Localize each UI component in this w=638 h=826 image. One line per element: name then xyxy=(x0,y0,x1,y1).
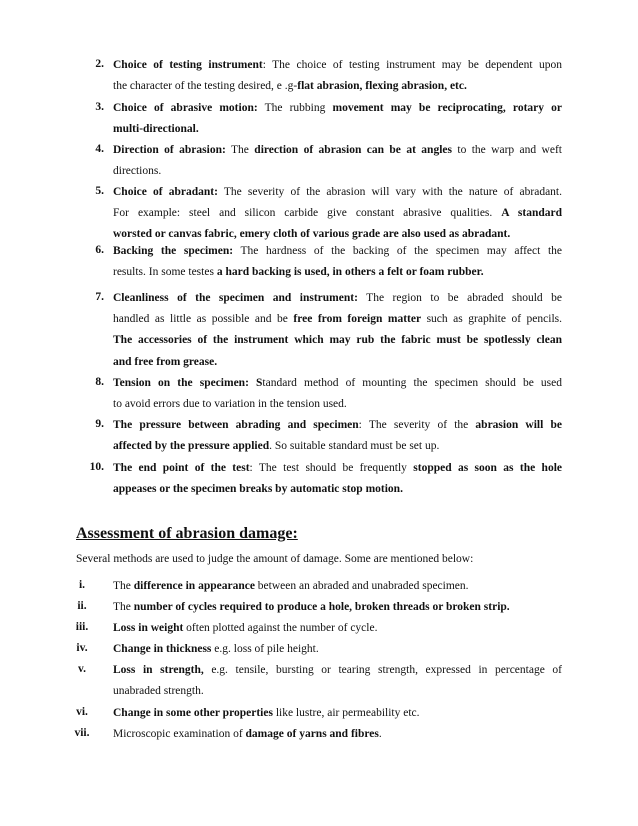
text-run: e.g. tensile, bursting or tearing strength, expressed in percentage of xyxy=(203,664,562,676)
bold-text: Loss in weight xyxy=(113,622,184,634)
bold-text: flat abrasion, flexing abrasion, etc. xyxy=(297,80,467,93)
list-number: 6. xyxy=(95,244,104,256)
text-line xyxy=(113,642,562,656)
bold-text: Change in some other properties xyxy=(113,707,273,719)
list-number: 8. xyxy=(95,376,104,388)
text-line xyxy=(113,600,562,614)
bold-text: Change in thickness xyxy=(113,643,212,655)
bold-text: movement may be reciprocating, rotary or xyxy=(332,102,562,114)
bold-text: The pressure between abrading and specimen xyxy=(113,419,359,431)
text-run: like lustre, air permeability etc. xyxy=(272,707,420,719)
text-run: between an abraded and unabraded specimen. xyxy=(254,580,469,592)
list-number: 9. xyxy=(95,418,104,430)
bold-text: number of cycles required to produce a hole, broken threads or broken strip. xyxy=(133,601,510,613)
text-line xyxy=(113,461,562,475)
text-run: For example: steel and silicon carbide give constant abrasive qualities. xyxy=(113,207,502,220)
bold-text: stopped as soon as the hole xyxy=(413,462,562,474)
text-line xyxy=(113,227,562,241)
bold-text: Tension on the specimen: S xyxy=(113,377,263,389)
bold-text: damage of yarns and fibres xyxy=(245,728,379,740)
roman-numeral: v. xyxy=(78,663,86,675)
text-line xyxy=(113,727,562,741)
bold-text: affected by the pressure applied xyxy=(113,440,270,453)
bold-text: worsted or canvas fabric, emery cloth of various grade are also used as abradant. xyxy=(113,228,511,241)
text-run: . xyxy=(378,728,382,740)
text-run: such as graphite of pencils. xyxy=(421,313,563,326)
text-run: the character of the testing desired, e .g- xyxy=(113,80,298,93)
text-run: results. In some testes xyxy=(113,266,217,279)
text-line xyxy=(113,621,562,635)
text-run: The rubbing xyxy=(257,102,333,114)
text-run: The xyxy=(225,144,255,156)
text-run: The hardness of the backing of the specimen may affect the xyxy=(233,245,562,257)
roman-numeral: vii. xyxy=(74,727,90,739)
text-run: unabraded strength. xyxy=(113,685,204,698)
bold-text: a hard backing is used, in others a felt or foam rubber. xyxy=(216,266,484,279)
bold-text: Cleanliness of the specimen and instrument: xyxy=(113,292,358,304)
text-line xyxy=(113,355,562,369)
bold-text: Choice of testing instrument xyxy=(113,59,263,71)
text-line xyxy=(113,312,562,326)
text-run: tandard method of mounting the specimen should be used xyxy=(262,377,562,389)
text-run: often plotted against the number of cycle. xyxy=(183,622,378,634)
bold-text: Backing the specimen: xyxy=(113,245,234,257)
text-run: The xyxy=(113,601,134,613)
list-number: 3. xyxy=(95,101,104,113)
roman-numeral: i. xyxy=(78,579,86,591)
text-line xyxy=(113,122,562,136)
bold-text: The end point of the test xyxy=(113,462,250,474)
list-number: 4. xyxy=(95,143,104,155)
text-run: : The test should be frequently xyxy=(249,462,414,474)
bold-text: appeases or the specimen breaks by automatic stop motion. xyxy=(113,483,403,496)
bold-text: A standard xyxy=(501,207,562,220)
text-line xyxy=(113,706,562,720)
text-line xyxy=(113,206,562,220)
bold-text: The accessories of the instrument which may rub the fabric must be spotlessly clean xyxy=(113,334,562,347)
text-run: Microscopic examination of xyxy=(113,728,246,740)
bold-text: Choice of abradant: xyxy=(113,186,218,198)
text-line xyxy=(113,58,562,72)
section-heading: Assessment of abrasion damage: xyxy=(76,525,298,542)
text-run: The xyxy=(113,580,134,592)
text-line xyxy=(113,265,562,279)
text-run: . So suitable standard must be set up. xyxy=(269,440,440,453)
text-line xyxy=(113,439,562,453)
text-line xyxy=(113,79,562,93)
roman-numeral: vi. xyxy=(76,706,88,718)
text-line xyxy=(113,185,562,199)
list-number: 10. xyxy=(89,461,104,473)
section-intro: Several methods are used to judge the amount of damage. Some are mentioned below: xyxy=(76,553,474,565)
text-line xyxy=(113,101,562,115)
bold-text: multi-directional. xyxy=(113,123,199,136)
bold-text: Direction of abrasion: xyxy=(113,144,226,156)
text-line xyxy=(113,663,562,677)
text-line xyxy=(113,291,562,305)
text-line xyxy=(113,684,562,698)
text-line xyxy=(113,397,562,411)
bold-text: difference in appearance xyxy=(133,580,255,592)
text-run: : The choice of testing instrument may be dependent upon xyxy=(262,59,562,71)
text-line xyxy=(113,579,562,593)
roman-numeral: iii. xyxy=(75,621,89,633)
text-run: handled as little as possible and be xyxy=(113,313,294,326)
text-line xyxy=(113,418,562,432)
bold-text: abrasion will be xyxy=(475,419,562,431)
text-run: The region to be abraded should be xyxy=(357,292,562,304)
text-run: e.g. loss of pile height. xyxy=(211,643,319,655)
text-run: directions. xyxy=(113,165,162,178)
text-line xyxy=(113,333,562,347)
text-line xyxy=(113,164,562,178)
list-number: 7. xyxy=(95,291,104,303)
text-line xyxy=(113,376,562,390)
bold-text: direction of abrasion can be at angles xyxy=(254,144,452,156)
list-number: 2. xyxy=(95,58,104,70)
text-run: to avoid errors due to variation in the tension used. xyxy=(113,398,347,411)
bold-text: Loss in strength, xyxy=(113,664,204,676)
text-run: : The severity of the xyxy=(358,419,476,431)
text-line xyxy=(113,143,562,157)
text-line xyxy=(113,482,562,496)
roman-numeral: iv. xyxy=(76,642,88,654)
list-number: 5. xyxy=(95,185,104,197)
bold-text: free from foreign matter xyxy=(293,313,422,326)
text-run: to the warp and weft xyxy=(451,144,562,156)
text-line xyxy=(113,244,562,258)
roman-numeral: ii. xyxy=(77,600,87,612)
text-run: The severity of the abrasion will vary with the nature of abradant. xyxy=(217,186,562,198)
bold-text: Choice of abrasive motion: xyxy=(113,102,258,114)
bold-text: and free from grease. xyxy=(113,355,218,368)
